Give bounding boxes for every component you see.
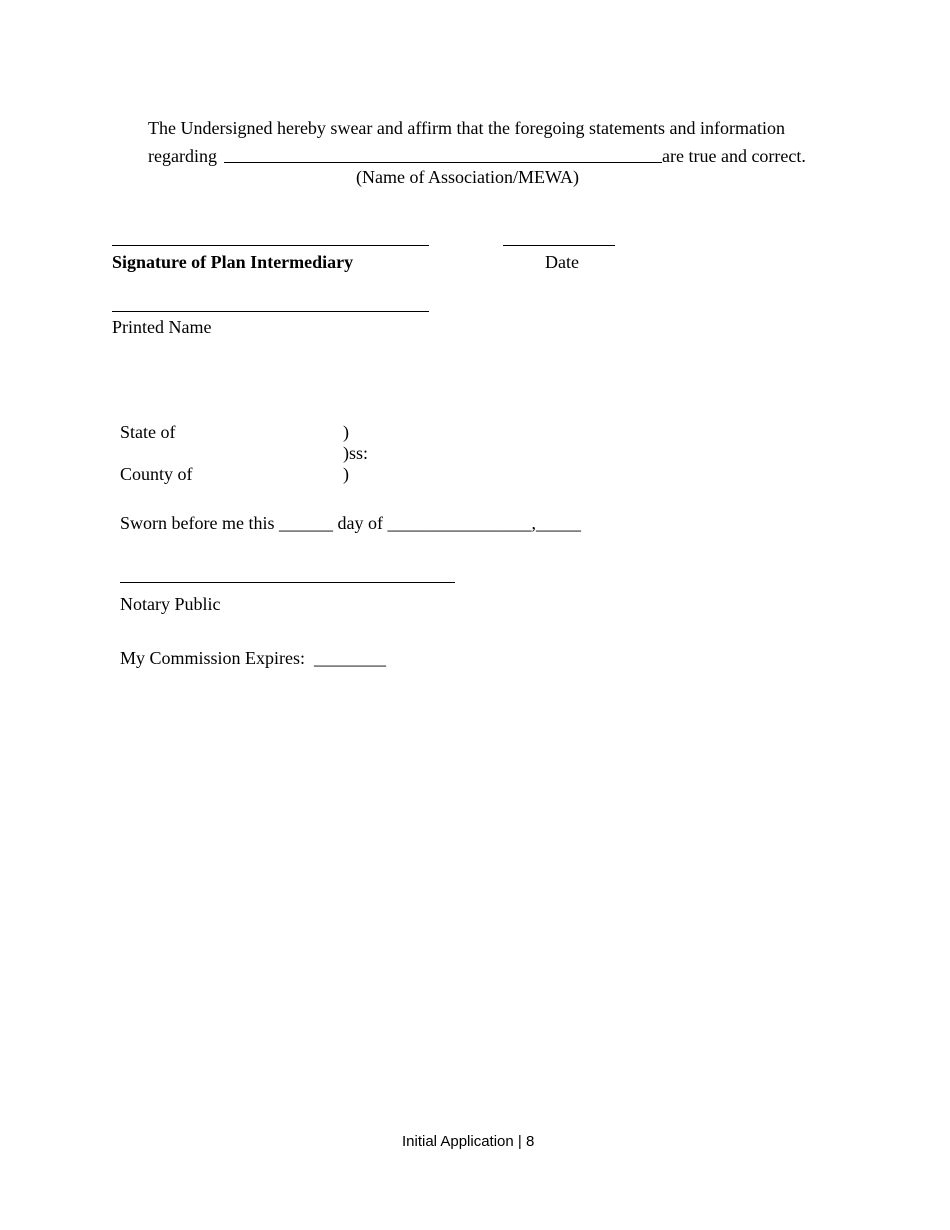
affirmation-true-correct-text: are true and correct. <box>662 146 806 166</box>
county-of-label: County of <box>120 464 193 484</box>
affirmation-regarding-label: regarding <box>148 146 217 166</box>
printed-name-label: Printed Name <box>112 317 212 337</box>
venue-ss-marker: )ss: <box>343 443 369 463</box>
page-footer: Initial Application | 8 <box>402 1133 535 1150</box>
commission-expires-text: My Commission Expires: ________ <box>120 648 387 668</box>
sworn-before-me-text: Sworn before me this ______ day of ________________,_____ <box>120 513 581 533</box>
date-label: Date <box>545 252 579 272</box>
signature-line[interactable] <box>112 245 429 246</box>
association-name-caption: (Name of Association/MEWA) <box>356 167 579 187</box>
venue-paren-bottom: ) <box>343 464 349 484</box>
notary-signature-line[interactable] <box>120 582 455 583</box>
association-name-blank[interactable] <box>224 162 662 163</box>
date-line[interactable] <box>503 245 615 246</box>
venue-paren-top: ) <box>343 422 349 442</box>
signature-label: Signature of Plan Intermediary <box>112 252 354 272</box>
printed-name-line[interactable] <box>112 311 429 312</box>
state-of-label: State of <box>120 422 176 442</box>
affirmation-line-1: The Undersigned hereby swear and affirm that the foregoing statements and information <box>148 118 785 138</box>
notary-public-label: Notary Public <box>120 594 221 614</box>
